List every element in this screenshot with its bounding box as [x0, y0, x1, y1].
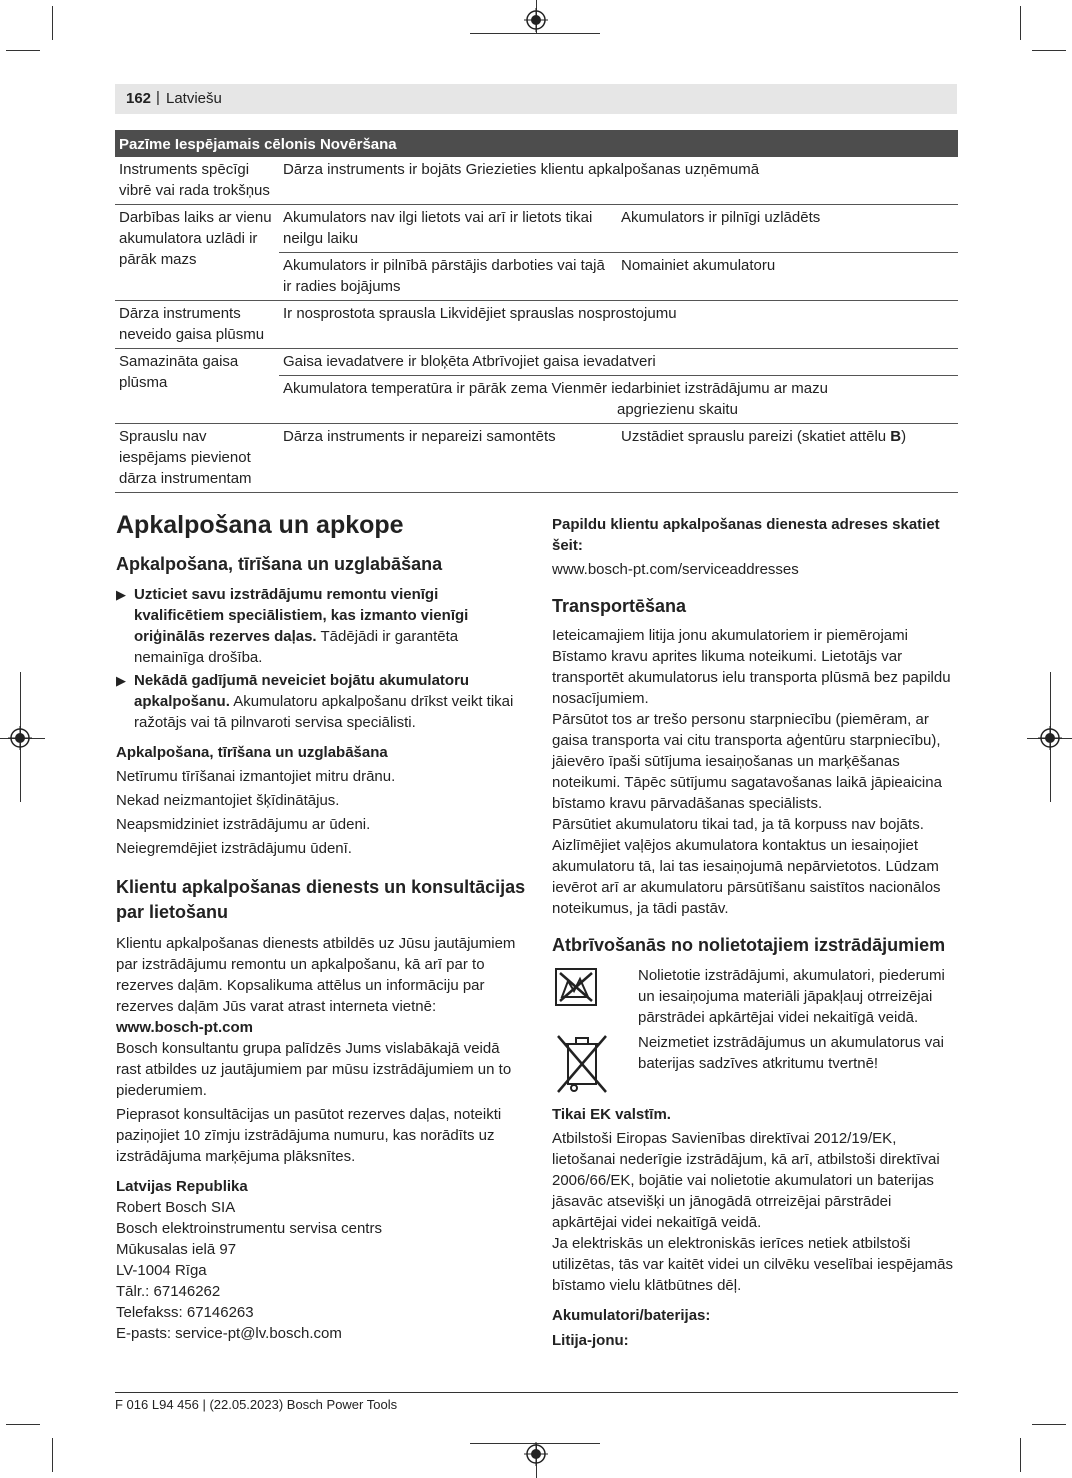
website-link[interactable]: www.bosch-pt.com: [116, 1019, 253, 1036]
table-cell-cause: Ir nosprostota sprausla Likvidējiet sprauslas nosprostojumu: [279, 301, 958, 349]
figure-ref: B: [890, 428, 902, 445]
safety-bullet: [116, 670, 526, 733]
body-text: Ieteicamajiem litija jonu akumulatoriem ir piemērojami Bīstamo kravu aprites likuma noteikumi. Lietotājs var transportēt akumulatorus ielu transporta plūsmā bez papildu nosacījumiem.: [552, 627, 951, 707]
subsection-title: Klientu apkalpošanas dienests un konsultācijas par lietošanu: [116, 877, 526, 922]
crop-mark: [6, 1424, 40, 1425]
bullet-triangle-icon: ▶: [116, 587, 126, 602]
country-heading: Latvijas Republika: [116, 1178, 248, 1195]
table-row: [115, 205, 958, 253]
bullet-bold-text: Nekādā gadījumā neveiciet bojātu akumulatoru apkalpošanu.: [134, 672, 470, 710]
body-text: Nekad neizmantojiet šķīdinātājus.: [116, 792, 340, 809]
table-row: [115, 301, 958, 349]
table-cell-cause: Akumulators nav ilgi lietots vai arī ir lietots tikai neilgu laiku: [279, 205, 617, 253]
no-household-waste-icon: [554, 967, 598, 1007]
body-text: Ja elektriskās un elektroniskās ierīces netiek atbilstoši utilizētas, tās var kaitēt videi un cilvēku veselībai iespējamās bīstamo vielu klātbūtnes dēļ.: [552, 1235, 954, 1294]
body-text: Pieprasot konsultācijas un pasūtot rezerves daļas, noteikti paziņojiet 10 zīmju izstrādājuma numuru, kas norādīts uz izstrādājuma marķējuma plāksnītes.: [116, 1106, 502, 1165]
registration-mark-icon: [524, 8, 548, 32]
table-row: [115, 157, 958, 205]
crossed-bin-icon: [554, 1032, 610, 1096]
cause-text: Akumulatora temperatūra ir pārāk zema Vienmēr iedarbiniet izstrādājumu ar mazu: [283, 380, 828, 397]
remedy-text: apgriezienu skaitu: [617, 401, 738, 418]
section-title: Apkalpošana un apkope: [116, 511, 404, 539]
crop-mark: [1020, 6, 1021, 40]
email[interactable]: E-pasts: service-pt@lv.bosch.com: [116, 1325, 342, 1342]
address-line: LV-1004 Rīga: [116, 1262, 207, 1279]
body-text: Atbilstoši Eiropas Savienības direktīvai 2012/19/EK, lietošanai nederīgie izstrādājum, kā arī, atbilstoši direktīvai 2006/66/EK, bojātie vai nolietotie akumulatori un baterijas jāsavāc atsevišķi un jānogādā otrreizējai pārstrādei apkārtējai videi nekaitīgā veidā.: [552, 1130, 940, 1231]
table-cell-symptom: Dārza instruments neveido gaisa plūsmu: [115, 301, 279, 349]
registration-mark-icon: [1038, 726, 1062, 750]
body-text: Neapsmidziniet izstrādājumu ar ūdeni.: [116, 816, 371, 833]
right-column: [552, 514, 958, 1351]
table-cell-remedy: [617, 424, 958, 493]
subsection-title: Apkalpošana, tīrīšana un uzglabāšana: [116, 554, 443, 574]
registration-mark-icon: [524, 1442, 548, 1466]
troubleshooting-table: [115, 130, 958, 493]
table-cell-symptom: Darbības laiks ar vienu akumulatora uzlādi ir pārāk mazs: [115, 205, 279, 301]
crop-mark: [1032, 50, 1066, 51]
subsection-title: Transportēšana: [552, 596, 687, 616]
table-header: Pazīme Iespējamais cēlonis Novēršana: [115, 130, 958, 157]
body-text: Klientu apkalpošanas dienests atbildēs uz Jūsu jautājumiem par izstrādājumu remontu un apkalpošanu, kā arī par to rezerves daļām. Kopsalikuma attēlus un informāciju par rezerves daļām Jūs varat atrast interneta vietnē:: [116, 935, 516, 1015]
crop-mark: [52, 6, 53, 40]
table-cell-cause: Dārza instruments ir bojāts Griezieties klientu apkalpošanas uzņēmumā: [279, 157, 958, 205]
fax: Telefakss: 67146263: [116, 1304, 254, 1321]
body-text: Pārsūtot tos ar trešo personu starpniecību (piemēram, ar gaisa transporta vai citu transporta aģentūru starpniecību), jāievēro īpaši sūtījuma iesaiņošanas un marķēšanas noteikumi. Tāpēc sūtījumu sagatavošanas laikā jāpieaicina bīstamo kravu pārvadāšanas speciālists.: [552, 711, 942, 812]
registration-mark-icon: [8, 726, 32, 750]
safety-bullet: [116, 584, 526, 668]
remedy-text: Uzstādiet sprauslu pareizi (skatiet attēlu: [621, 428, 891, 445]
crop-mark: [470, 33, 600, 34]
body-text: Pārsūtiet akumulatoru tikai tad, ja tā korpuss nav bojāts. Aizlīmējiet vaļējos akumulatora kontaktus un iesaiņojiet akumulatoru tā, lai tas iesaiņojumā nepārvietotos. Lūdzam ievērot arī ar akumulatoru pārsūtīšanu saistītos nacionālos noteikumus, ja tādi pastāv.: [552, 816, 941, 917]
table-cell-remedy: Nomainiet akumulatoru: [617, 253, 958, 301]
disposal-item: [552, 965, 958, 1028]
page-footer: F 016 L94 456 | (22.05.2023) Bosch Power Tools: [115, 1397, 398, 1412]
bullet-text: Akumulatoru apkalpošanu drīkst veikt tikai ražotājs vai tā pilnvaroti servisa speciālisti.: [134, 693, 514, 731]
paragraph-heading: Litija-jonu:: [552, 1332, 629, 1349]
remedy-text: ): [901, 428, 907, 445]
table-cell-remedy: Akumulators ir pilnīgi uzlādēts: [617, 205, 958, 253]
paragraph-heading: Papildu klientu apkalpošanas dienesta adreses skatiet šeit:: [552, 516, 940, 554]
subsection-title: Atbrīvošanās no nolietotajiem izstrādājumiem: [552, 935, 946, 955]
bullet-triangle-icon: ▶: [116, 673, 126, 688]
phone: Tālr.: 67146262: [116, 1283, 221, 1300]
table-cell-cause: Dārza instruments ir nepareizi samontēts: [279, 424, 617, 493]
body-text: Bosch konsultantu grupa palīdzēs Jums vislabākajā veidā rast atbildes uz jautājumiem par mūsu izstrādājumiem un to piederumiem.: [116, 1040, 512, 1099]
address-line: Bosch elektroinstrumentu servisa centrs: [116, 1220, 382, 1237]
table-cell-cause: Akumulators ir pilnībā pārstājis darboties vai tajā ir radies bojājums: [279, 253, 617, 301]
crop-mark: [52, 1438, 53, 1472]
crop-mark: [1020, 1438, 1021, 1472]
table-cell-symptom: Samazināta gaisa plūsma: [115, 349, 279, 424]
table-row: [115, 424, 958, 493]
page-header: [115, 84, 957, 114]
website-link[interactable]: www.bosch-pt.com/serviceaddresses: [552, 561, 799, 578]
crop-mark: [1032, 1424, 1066, 1425]
paragraph-heading: Akumulatori/baterijas:: [552, 1307, 711, 1324]
disposal-item: [552, 1032, 958, 1096]
table-row: [115, 349, 958, 376]
body-text: Netīrumu tīrīšanai izmantojiet mitru drānu.: [116, 768, 396, 785]
bullet-text: Tādējādi ir garantēta nemainīga drošība.: [134, 628, 459, 666]
crop-mark: [6, 50, 40, 51]
disposal-text: Neizmetiet izstrādājumus un akumulatorus vai baterijas sadzīves atkritumu tvertnē!: [638, 1034, 944, 1072]
bullet-bold-text: Uzticiet savu izstrādājumu remontu vienīgi kvalificētiem speciālistiem, kas izmanto vienīgi oriģinālās rezerves daļas.: [134, 586, 469, 645]
disposal-text: Nolietotie izstrādājumi, akumulatori, piederumi un iesaiņojuma materiāli jāpakļauj otrreizējai pārstrādei apkārtējai videi nekaitīgā veidā.: [638, 967, 945, 1026]
address-line: Mūkusalas ielā 97: [116, 1241, 237, 1258]
table-cell-cause: [279, 376, 958, 424]
header-language: Latviešu: [166, 90, 222, 107]
footer-divider: [115, 1392, 958, 1393]
body-text: Neiegremdējiet izstrādājumu ūdenī.: [116, 840, 352, 857]
paragraph-heading: Tikai EK valstīm.: [552, 1106, 671, 1123]
page-number: 162: [126, 90, 152, 107]
table-cell-symptom: Sprauslu nav iespējams pievienot dārza instrumentam: [115, 424, 279, 493]
table-cell-symptom: Instruments spēcīgi vibrē vai rada trokšņus: [115, 157, 279, 205]
header-separator: |: [156, 89, 160, 106]
left-column: [116, 511, 526, 1344]
address-line: Robert Bosch SIA: [116, 1199, 236, 1216]
paragraph-heading: Apkalpošana, tīrīšana un uzglabāšana: [116, 744, 388, 761]
table-cell-cause: Gaisa ievadatvere ir bloķēta Atbrīvojiet gaisa ievadatveri: [279, 349, 958, 376]
